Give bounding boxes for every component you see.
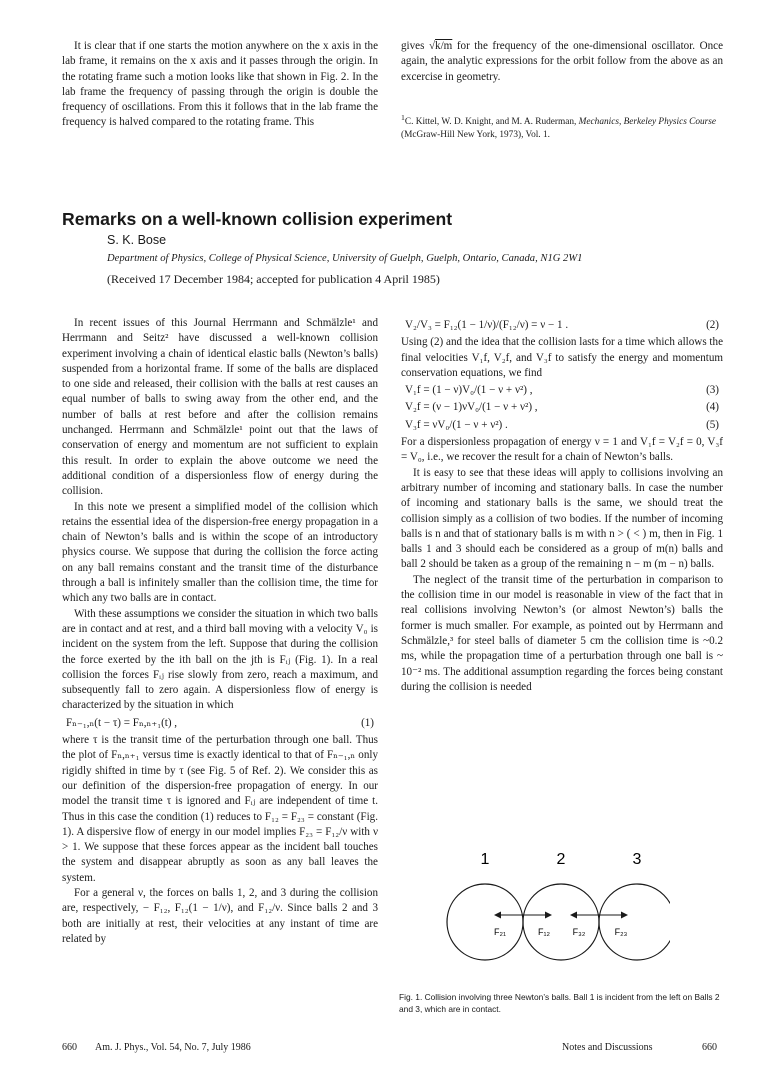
ball-3 — [599, 884, 670, 960]
equation-1: Fₙ₋₁,ₙ(t − τ) = Fₙ,ₙ₊₁(t) , (1) — [66, 716, 374, 729]
footnote-kittel: $^1$C. Kittel, W. D. Knight, and M. A. Ruderman, Mechanics, Berkeley Physics Course (McGraw-Hill New York, 1973), Vol. 1. — [401, 113, 717, 140]
top-right-paragraph: gives √k/m for the frequency of the one-dimensional oscillator. Once again, the analytic expressions for the orbit follow from the above as an excercise in geometry. — [401, 40, 723, 83]
footer-page-number-left: 660 — [62, 1042, 77, 1053]
equation-4: V₂f = (ν − 1)νV₀/(1 − ν + ν²) , (4) — [405, 401, 719, 414]
ball-label-2: 2 — [556, 851, 566, 868]
ball-2 — [523, 884, 599, 960]
right-paragraph-2: For a dispersionless propagation of energy ν = 1 and V₁f = V₂f = 0, V₃f = V₀, i.e., we recover the result for a chain of Newton’s balls. — [401, 436, 723, 464]
top-left-column — [62, 39, 378, 131]
left-paragraph-4: where τ is the transit time of the perturbation through one ball. Thus the plot of Fₙ,ₙ₊₁ versus time is exactly identical to that of Fₙ₋₁,ₙ only rigidly shifted in time by τ (see Fig. 5 of Ref. 2). We consider this as our definition of the dispersion-free propagation of energy. In our model the transit time τ is ignored and Fᵢⱼ are independent of time t. Thus in this case the condition (1) reduces to F₁₂ = F₂₃ = constant (Fig. 1). A dispersive flow of energy in our model implies F₂₃ = F₁₂/ν with ν > 1. We suppose that these forces appear as the incident ball touches the system and disappear abruptly as soon as any ball leaves the system. — [62, 734, 378, 884]
force-label-f21: F₂₁ — [493, 927, 507, 937]
figure-1 — [440, 820, 670, 980]
article-received-date: (Received 17 December 1984; accepted for publication 4 April 1985) — [107, 272, 440, 286]
right-column — [401, 316, 723, 695]
top-right-column — [401, 39, 723, 85]
top-left-paragraph: It is clear that if one starts the motion anywhere on the x axis in the lab frame, it remains on the x axis and it passes through the origin. In the rotating frame such a motion looks like that shown in Fig. 2. In the lab frame the frequency of passing through the origin is double the frequency of oscillations. From this it follows that in the lab frame the frequency is halved compared to the rotating frame. This — [62, 40, 378, 129]
right-paragraph-3: It is easy to see that these ideas will apply to collisions involving an arbitrary number of incoming and stationary balls. In case the number of incoming and stationary balls is the same, we should treat the collision simply as a collision of two bodies. If the number of incoming balls is n and that of stationary balls is m with n > ( < ) m, then in Fig. 1 balls 1 and 3 should each be considered as a group of m(n) balls and ball 2 should be taken as a group of the remaining n − m (m − n) balls. — [401, 466, 723, 571]
article-author: S. K. Bose — [107, 233, 167, 247]
right-paragraph-4: The neglect of the transit time of the perturbation in comparison to the collision time in our model is reasonable in view of the fact that in real collisions involving Newton’s (or almost Newton’s) balls the former is much smaller. For example, as pointed out by Herrmann and Schmälzle,³ for steel balls of diameter 5 cm the collision time is ~0.2 ms, while the propagation time of a perturbation through one ball is ~ 10⁻² ms. The additional assumption regarding the forces being constant during the collision is needed — [401, 573, 723, 693]
force-label-f23: F₂₃ — [614, 927, 628, 937]
article-title: Remarks on a well-known collision experiment — [62, 209, 453, 229]
ball-label-3: 3 — [632, 851, 642, 868]
left-paragraph-1: In recent issues of this Journal Herrmann and Schmälzle¹ and Herrmann and Seitz² have discussed a well-known collision experiment involving a chain of identical elastic balls (Newton’s balls) suspended from a horizontal frame. If some of the balls are displaced to one side and released, their collision with the balls at rest causes an equal number of balls to swing away from the other end, and the number of balls at rest before and after the collision remains unchanged. Herrmann and Schmälzle¹ point out that the laws of conservation of energy and momentum are not sufficient to explain this result. In order to explain the above outcome we need the additional condition of a dispersionless flow of energy during the collision. — [62, 317, 378, 498]
article-affiliation: Department of Physics, College of Physical Science, University of Guelph, Guelph, Ontario, Canada, N1G 2W1 — [107, 253, 583, 264]
left-column — [62, 316, 378, 947]
footer-section-name: Notes and Discussions — [562, 1042, 653, 1053]
left-paragraph-3: With these assumptions we consider the situation in which two balls are in contact and at rest, and a third ball moving with a velocity V₀ is incident on the system from the left. Suppose that during the collision the force exerted by the ith ball on the jth is Fᵢⱼ (Fig. 1). In a real collision the forces Fᵢⱼ rise slowly from zero, reach a maximum, and subsequently fall to zero again. A dispersionless flow of energy is characterized by the situation in which — [62, 607, 378, 712]
ball-label-1: 1 — [480, 851, 490, 868]
left-paragraph-5: For a general ν, the forces on balls 1, 2, and 3 during the collision are, respectively, − F₁₂, F₁₂(1 − 1/ν), and F₁₂/ν. Since balls 2 and 3 both are initially at rest, their velocities at any instant of time are related by — [62, 886, 378, 945]
footer-journal-citation: Am. J. Phys., Vol. 54, No. 7, July 1986 — [95, 1042, 251, 1053]
force-label-f12: F₁₂ — [537, 927, 551, 937]
footer-page-number-right: 660 — [702, 1042, 717, 1053]
equation-2: V₂/V₃ = F₁₂(1 − 1/ν)/(F₁₂/ν) = ν − 1 . (2) — [405, 319, 719, 331]
newtons-balls-diagram — [440, 820, 670, 980]
right-paragraph-1: Using (2) and the idea that the collision lasts for a time which allows the final velocities V₁f, V₂f, and V₃f to satisfy the energy and momentum conservation equations, we find — [401, 336, 723, 379]
left-paragraph-2: In this note we present a simplified model of the collision which retains the essential idea of the dispersion-free energy propagation in a chain of Newton’s balls and is within the scope of an introductory physics course. We suppose that during the collision the force acting on any ball remains constant and the transit time of the disturbance through a ball is infinitely smaller than the collision time, the time for which any two balls are in contact. — [62, 500, 378, 605]
figure-1-caption: Fig. 1. Collision involving three Newton’s balls. Ball 1 is incident from the left on Balls 2 and 3, which are in contact. — [399, 992, 720, 1014]
ball-1 — [447, 884, 523, 960]
footnote-marker: 1 — [401, 113, 405, 122]
force-label-f32: F₃₂ — [572, 927, 586, 937]
equation-5: V₃f = νV₀/(1 − ν + ν²) . (5) — [405, 418, 719, 431]
equation-3: V₁f = (1 − ν)V₀/(1 − ν + ν²) , (3) — [405, 384, 719, 397]
